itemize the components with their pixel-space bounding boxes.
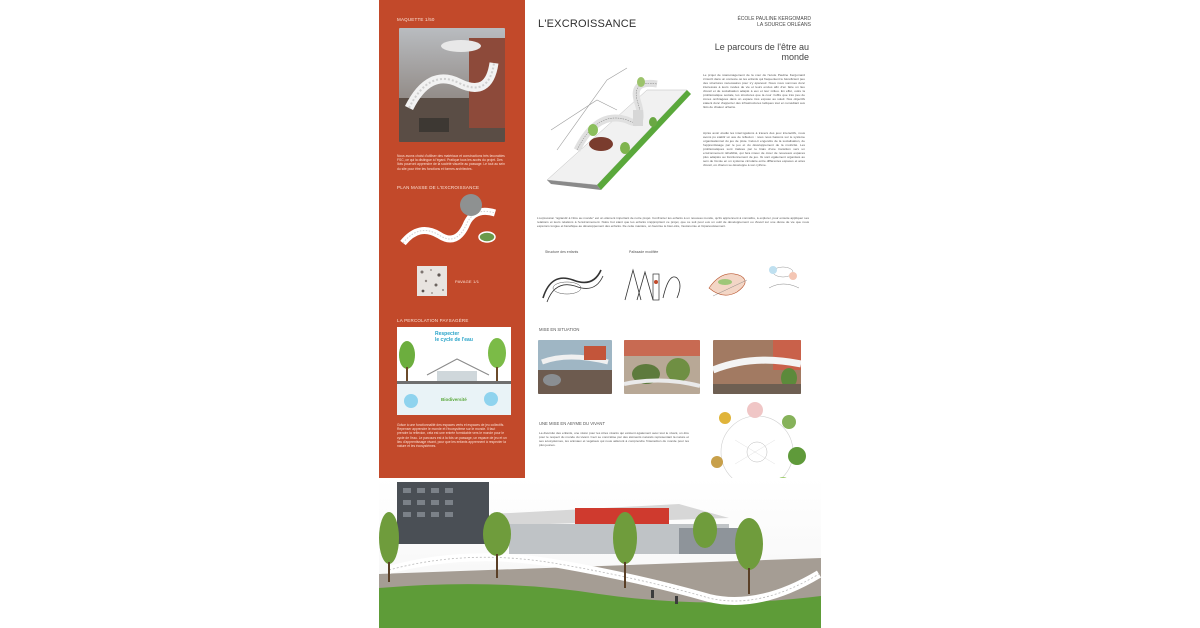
pavage-label: PAVAGE 1/1	[455, 279, 480, 284]
poster-subtitle: Le parcours de l'être au monde	[714, 42, 809, 62]
abyme-text: La diversité des enfants, une vision pour les êtres vivants qui existent également avec tout le vivant, un être pour le respect du monde du vivant. Ceci se concrétise par des éléments naturels représentant la nature et ses écosystèmes, les animaux et végétaux qui nous aideront à comprendre l'interaction du monde pour les plus jeunes.	[539, 431, 689, 447]
abyme-label: UNE MISE EN ABYME DU VIVANT	[539, 421, 606, 426]
second-paragraph: Après avoir étudié les interrogations à travers des jeux interactifs, nous avons pu établir un axe de réflexion : nous nous basions sur le système organisationnel du jeu de piste. Celui-ci engendre de la socialisation, de l'apprentissage par le jeu et du développement de la motricité. Les problématiques sont traitées par le biais d'une transition vers un environnement réhabilité, qui fera mieux de créer de nouveaux espaces plus adaptés au fonctionnement de jeu. Ils sont également organisés au sein de l'école en un système circulaire entre différentes espaces et aires d'éveil, où chacun se développe à son rythme.	[703, 131, 805, 167]
sketches-row	[537, 258, 807, 308]
maquette-label: MAQUETTE 1/50	[397, 17, 435, 22]
palissade-label: Palissade modifiée	[629, 250, 659, 254]
topo-label: LA PERCOLATION PAYSAGÈRE	[397, 318, 469, 323]
maquette-photo	[399, 28, 505, 142]
poster	[379, 0, 821, 628]
situation-label: MISE EN SITUATION	[539, 327, 580, 332]
situation-photo-2	[624, 340, 700, 394]
topo-title-2: le cycle de l'eau	[435, 337, 473, 343]
school-line-1: ÉCOLE PAULINE KERGOMARD	[737, 16, 811, 22]
structure-label: Structure des enfants	[545, 250, 579, 254]
school-line-2: LA SOURCE ORLÉANS	[757, 22, 811, 28]
situation-photo-3	[713, 340, 801, 394]
sidebar	[379, 0, 525, 505]
wide-paragraph: L'expression "agrandir à l'être au monde" est un élément important de notre projet. Confronter les enfants à un nouveau monde, qu'ils apprennent à connaître, à explorer, pour ensuite appliquer ses relations et leurs relations à l'environnement. Notre but étant que les enfants s'approprient ce projet, que ce soit pour eux un outil de développement ou d'éveil sur une durée de vie que nous espérons longue et bénéfique au développement des enfants. De cette manière, on favorise le bien-être, l'autonomie et l'épanouissement.	[537, 216, 809, 228]
topo-bottom: Biodiversité	[441, 397, 467, 402]
situation-photo-1	[538, 340, 612, 394]
topo-diagram	[397, 327, 511, 415]
maquette-text: Nous avons choisi d'utiliser des matériaux et constructions très favorables FSC, ce qui la distingue à l'égard. Pratique tous les accès du projet. Des îlots pourront apprendre de la société visuelle au passage. Le tout au sein du site pour être les fonctions et formes architectes.	[397, 154, 505, 171]
pavage-sample	[417, 266, 447, 296]
axonometric-drawing	[537, 60, 693, 200]
poster-title: L'EXCROISSANCE	[538, 18, 637, 30]
bottom-rendering	[379, 478, 821, 628]
plan-masse-drawing	[399, 193, 507, 255]
intro-paragraph: Le projet de réaménagement de la cour de l'école Pauline Kergomard s'inscrit dans un contexte où les enfants qui fréquentent le bénéficient peu des structures nécessaires pour s'y épanouir. Nous nous sommes donc intéressés à leurs modes de vie et leurs envies afin d'en faire un lieu d'éveil et de socialisation adapté à eux et leur milieu. En effet, outre la problématique sociale, les structures que la cour n'offre que très peu de zones ombragées dans un espace très exposé au soleil. Nos objectifs étaient donc d'apporter des infrastructures ludiques tout en remédiant aux îlots de chaleur urbains.	[703, 73, 805, 109]
sidebar-bottom-text: Grâce à une fonctionnalité des espaces verts et espaces de jeu collectifs. Repenser apprendre le monde et l'écosystème sur le monde. Il faut prendre la reflexion, cela est une entrée formidable vers le monde pour le cycle de l'eau. Le parcours est à la fois un passage, un espace de jeu et un lieu d'apprentissage vivant, pour que les enfants apprennent à respecter la nature et les écosystèmes.	[397, 423, 507, 449]
topo-title-1: Respecter	[435, 331, 460, 337]
school-name	[737, 16, 811, 28]
plan-label: PLAN MASSE DE L'EXCROISSANCE	[397, 185, 480, 190]
